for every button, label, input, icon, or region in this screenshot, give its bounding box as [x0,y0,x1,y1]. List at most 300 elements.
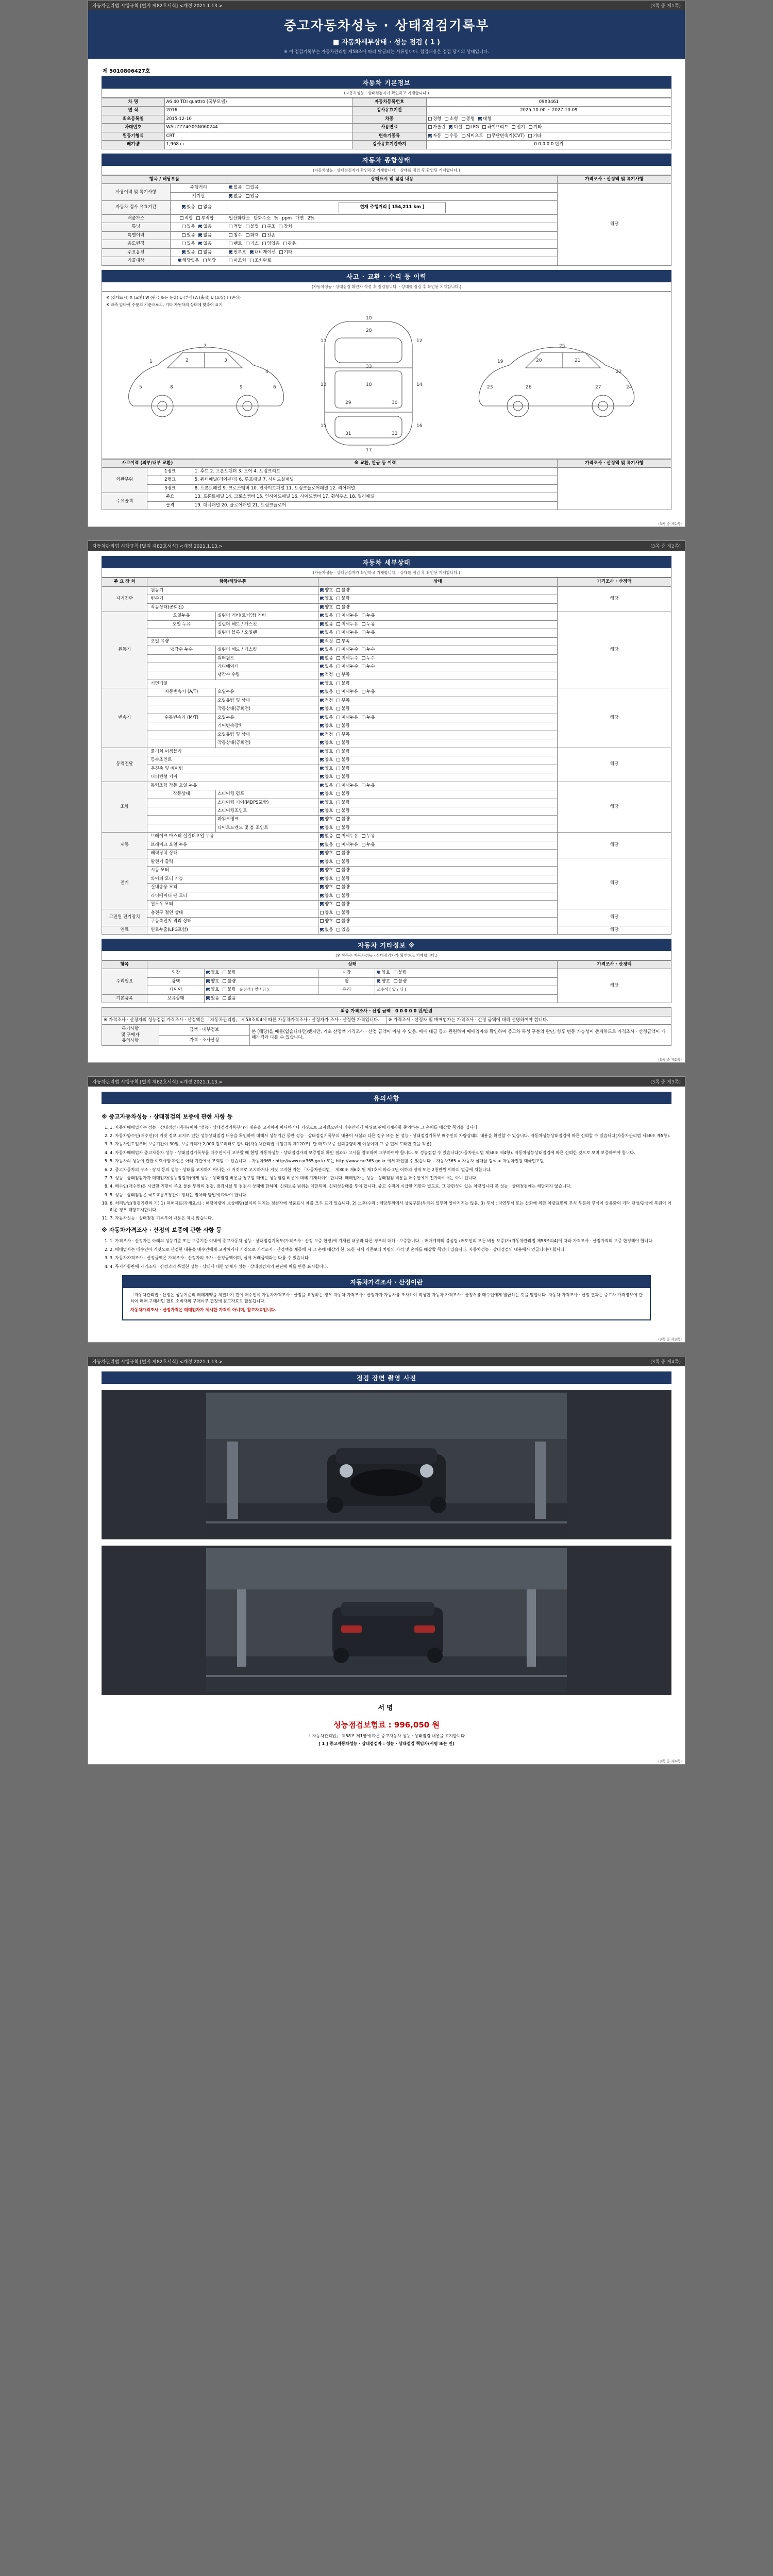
page3-topbar [88,1077,685,1087]
detail-status-cell[interactable] [318,816,557,824]
detail-table-body [102,586,671,934]
detail-status-cell[interactable] [318,646,557,654]
detail-status-cell[interactable] [318,603,557,612]
table-row [102,833,671,841]
status-option[interactable]: 불량 [337,749,349,755]
status-option[interactable]: 불량 [337,588,349,594]
others-row3-label2: 유리 [318,986,375,994]
detail-part-label: 자동변속기 (A/T) [147,688,216,697]
section-overall-note: (자동차성능 · 상태점검자가 확인하고 기재합니다. · 상태를 점검 후 확인된 기재합니다.) [102,166,671,175]
row-label-options: 주요옵션 [102,248,171,257]
frame-b-label: 골격 [147,501,193,510]
status-option[interactable]: 미세누수 [337,647,358,653]
accident-diagram [102,292,671,459]
form-legal-ref: 자동차관리법 시행규칙 [별지 제82호서식] <개정 2021.1.13.> [92,4,223,9]
notice-item: 3. 3. 자동차가격조사 · 산정금액은 가격조사 · 산정자의 조사 · 산정금액이며, 실제 거래금액과는 다를 수 있습니다. [110,1255,671,1261]
status-option[interactable]: 있음 [337,927,349,933]
detail-group-label: 제동 [102,833,147,858]
status-option[interactable]: 누유 [362,622,375,628]
declaration-title: 자동차가격조사 · 산정이란 [123,1276,650,1288]
notice-item: 8. 4. 매수인(매수인)은 시급한 기한이 주요 물론 부위의 점검, 점검시설 및 점검시 상태에 한하며, 신뢰보증 범위는 제한되며, 신뢰성상태를 부여 합니다. 중고 수리의 시급한 기한과 별도로, 그 관련성의 있는 차량입니다 본 성능 · 상태점검에는 해당되지 않습니다. [110,1183,671,1190]
status-option[interactable]: 누유 [362,689,375,695]
value-inspection-period: 2025-10-00 ~ 2027-10-09 [426,107,671,115]
status-option[interactable]: 불량 [337,800,349,806]
row-val-recall: 미조치 조치완료 [227,257,558,265]
detail-part-label: 작동상태 [147,790,216,799]
detail-part-label [147,697,216,705]
row-sub-usechange: 있음 없음 [170,240,227,248]
detail-subpart-label: 스티어링조인트 [215,807,318,815]
footer-note-2: [ 1 ] 중고자동차성능 · 상태점검자 : 성능 · 상태점검 책임자(서명 또는 인) [318,1741,455,1747]
detail-status-cell[interactable] [318,654,557,663]
detail-group-label: 원동기 [102,612,147,688]
declaration-body: 「자동차관리법 · 산정은 성능기준의 매매계약을 체결하기 전에 매수인이 자동차가격조사 · 산정을 요청하는 경우 자동차 가격조사 · 산정자가 자동차를 조사하여 작성한 자동차 가격조사 · 산정서를 매수인에게 발급하는 것을 말합니다. 자동차 가격조사 · 산정 결과는 중고차 가격정보에 관하여 매매 구매하던 필요 소비자의 구매여부 결정에 참고자료로 활용됩니다. [130,1292,643,1304]
row-sub-cluster: 계기판 [170,192,227,200]
detail-part-label: 실내송풍 모터 [147,884,318,892]
detail-status-cell[interactable] [318,867,557,875]
detail-status-cell[interactable] [318,824,557,832]
status-option[interactable]: 미세누유 [337,783,358,789]
status-option[interactable]: 불량 [337,876,349,882]
svg-text:23: 23 [487,384,493,390]
frame-label: 주요골격 [102,493,147,510]
status-option[interactable]: 불량 [337,919,349,924]
status-option[interactable]: 부족 [337,639,349,645]
section-others-title: 자동차 기타정보 ※ [102,939,671,951]
detail-status-cell[interactable] [318,739,557,748]
status-option[interactable]: 양호 [320,885,333,890]
status-option[interactable]: 양호 [320,723,333,729]
others-manual-opts: 있음 없음 [204,994,557,1003]
rank1-label: 1랭크 [147,467,193,476]
svg-text:26: 26 [526,384,532,390]
page-indicator-3: (3쪽 중 제3쪽) [650,1079,681,1085]
status-option[interactable]: 없음 [320,834,333,839]
status-option[interactable]: 불량 [337,885,349,890]
detail-status-cell[interactable] [318,595,557,603]
status-option[interactable]: 미세누유 [337,842,358,848]
notice-item: 11. 7. 자동차성능 · 상태점검 기록부의 내용은 제시 않습니다. [110,1215,671,1222]
page-3 [88,1076,685,1343]
status-option[interactable]: 미세누유 [337,613,358,619]
svg-text:16: 16 [416,423,423,429]
document-header [88,10,685,59]
status-option[interactable]: 양호 [320,605,333,611]
detail-status-cell[interactable] [318,909,557,917]
notice-item: 4. 4. 자동차매매업자 중고자동차 성능 · 상태점검기록부를 매수인에게 교부할 때 현행 자동차성능 · 상태점검자의 보증범위 확인 결과와 고시를 참조하여 교부하여야 합니다. 또 성능점검 수 있습니다(자동차관리법 제58조 제4항). 자동차성능상태점검에 따른 신뢰한 것으로 보며 보증하여야 합니다. [110,1150,671,1156]
detail-part-label [147,807,216,815]
page4-topbar [88,1357,685,1366]
row-label-usechange: 용도변경 [102,240,171,248]
status-option[interactable]: 미세누수 [337,664,358,670]
status-option[interactable]: 없음 [320,613,333,619]
label-engine-type: 원동기형식 [102,132,165,140]
status-option[interactable]: 불량 [337,791,349,797]
detail-part-label: 브레이크 오일 누유 [147,841,318,849]
diagram-legend-1: ※ (상태표시) X (교환) W (판금 또는 용접) C (부식) A (흠집) U (요철) T (손상) [106,295,241,300]
page2-footer: (3쪽 중 제2쪽) [658,1057,682,1062]
status-option[interactable]: 불량 [337,808,349,814]
status-option[interactable]: 적정 [320,639,333,645]
table-row [102,586,671,595]
others-row2-opts: 양호 불량 [204,977,318,986]
status-option[interactable]: 양호 [320,757,333,763]
row-sub-recall: 해당없음 해당 [170,257,227,265]
status-option[interactable]: 누유 [362,715,375,721]
status-option[interactable]: 불량 [337,757,349,763]
status-option[interactable]: 없음 [320,842,333,848]
status-option[interactable]: 부족 [337,732,349,738]
status-option[interactable]: 없음 [320,630,333,636]
signature-label: 서명 [378,1704,395,1713]
detail-status-cell[interactable] [318,892,557,900]
status-option[interactable]: 누수 [362,656,375,662]
status-option[interactable]: 양호 [320,825,333,831]
value-fuel: 가솔린 디젤 LPG 하이브리드 전기 기타 [426,124,671,132]
detail-status-cell[interactable] [318,926,557,934]
detail-col-1: 주 요 장 치 [102,578,147,586]
detail-status-cell[interactable] [318,586,557,595]
status-option[interactable]: 불량 [337,851,349,856]
table-row [102,782,671,790]
status-option[interactable]: 미세누수 [337,656,358,662]
detail-status-cell[interactable] [318,620,557,629]
status-option[interactable]: 누수 [362,664,375,670]
inspection-photo-front [102,1390,671,1539]
basic-info-table [102,98,671,149]
detail-subpart-label: 실린더 헤드 / 개스킷 [215,620,318,629]
status-option[interactable]: 양호 [320,596,333,602]
status-option[interactable]: 불량 [337,740,349,746]
detail-status-cell[interactable] [318,722,557,731]
row-label-special: 특별이력 [102,231,171,240]
price-breakdown-table [102,1025,671,1045]
notice-item: 3. 3. 자동차인도일부터 보증기간이 30일, 보증거리가 2,000 킬로미터로 합니다(자동차관리법 시행규칙 제120조). 단 매도(보증 신뢰불량하게 이상이며 그 중 먼저 도래한 것을 적용). [110,1141,671,1147]
detail-part-label: 작동상태(공회전) [147,603,318,612]
detail-price-note: 해당 [557,858,671,909]
status-option[interactable]: 양호 [320,800,333,806]
detail-part-label [147,629,216,637]
page4-topbar-left: 자동차관리법 시행규칙 [별지 제82호서식] <개정 2021.1.13.> [92,1360,223,1365]
status-option[interactable]: 부족 [337,672,349,678]
row-label-recall: 리콜대상 [102,257,171,265]
svg-text:31: 31 [345,431,351,436]
svg-text:3: 3 [224,358,227,363]
insurance-fee-line [102,1715,671,1732]
value-vehicle-type: 경형 소형 중형 대형 [426,115,671,123]
status-option[interactable]: 불량 [337,893,349,899]
status-option[interactable]: 없음 [320,656,333,662]
row-sub-special: 있음 없음 [170,231,227,240]
car-diagram-group [106,309,667,456]
status-option[interactable]: 불량 [337,596,349,602]
others-price-note: 해당 [557,969,671,1003]
status-option[interactable]: 미세누유 [337,715,358,721]
status-option[interactable]: 양호 [320,902,333,907]
detail-status-cell[interactable] [318,807,557,815]
overall-col-1: 항목 / 해당부품 [102,175,227,183]
row-val-odometer: 현재 주행거리 [ 154,211 km ] [227,201,558,214]
status-option[interactable]: 불량 [337,774,349,780]
final-price-title-text: 최종 가격조사 · 산정 금액 [340,1009,391,1014]
detail-part-label: 오일 유량 [147,637,318,646]
final-price-unit: 0 0 0 0 0 원/만원 [395,1009,433,1014]
label-fuel: 사용연료 [352,124,427,132]
detail-status-cell[interactable] [318,833,557,841]
detail-status-cell[interactable] [318,765,557,773]
status-option[interactable]: 양호 [320,876,333,882]
detail-status-cell[interactable] [318,799,557,807]
row-label-history: 사용이력 및 특기사항 [102,184,171,201]
page-indicator-4: (3쪽 중 제4쪽) [650,1360,681,1365]
status-option[interactable]: 없음 [320,664,333,670]
price-row2-label: 가격 · 조사산정 [159,1035,250,1045]
others-row3-opts: 양호 불량 운전석 ( 앞 / 뒤 ) [204,986,318,994]
page-2 [88,540,685,1062]
detail-price-note: 해당 [557,926,671,934]
status-option[interactable]: 없음 [320,715,333,721]
detail-status-cell[interactable] [318,782,557,790]
status-option[interactable]: 불량 [337,825,349,831]
status-option[interactable]: 양호 [320,791,333,797]
detail-part-label: 시동 모터 [147,867,318,875]
detail-part-label [147,705,216,714]
detail-status-cell[interactable] [318,663,557,671]
detail-subpart-label: 냉각수 수량 [215,671,318,680]
status-option[interactable]: 부족 [337,698,349,704]
status-option[interactable]: 양호 [320,774,333,780]
final-price-note-2: ※ 가격조사 · 산정자 및 매매업자는 가격조사 · 산정 금액에 대해 설명하여야 합니다. [386,1016,671,1024]
accident-parts-table [102,459,671,511]
row-val-options: 썬루프 내비게이션 기타 [227,248,558,257]
detail-part-label: 브레이크 마스터 실린더오일 누유 [147,833,318,841]
detail-status-cell[interactable] [318,850,557,858]
status-option[interactable]: 불량 [337,681,349,687]
svg-text:24: 24 [626,384,632,390]
detail-subpart-label: 기어변속장치 [215,722,318,731]
notice-list-2 [110,1238,671,1270]
detail-status-cell[interactable] [318,731,557,739]
detail-part-label [147,739,216,748]
detail-price-note: 해당 [557,833,671,858]
status-option[interactable]: 양호 [320,681,333,687]
row-val-mileage: 없음 있음 [227,184,558,192]
detail-group-label: 동력전달 [102,748,147,782]
status-option[interactable]: 양호 [320,749,333,755]
rank2-label: 2랭크 [147,476,193,484]
status-option[interactable]: 미세누유 [337,689,358,695]
status-option[interactable]: 불량 [337,902,349,907]
status-option[interactable]: 양호 [320,851,333,856]
row-sub-mileage: 주행거리 [170,184,227,192]
detail-status-cell[interactable] [318,714,557,722]
detail-status-cell[interactable] [318,671,557,680]
status-option[interactable]: 양호 [320,919,333,924]
row-label-inspection: 자동차 검사 유효기간 [102,201,171,214]
detail-status-cell[interactable] [318,884,557,892]
svg-text:12: 12 [416,338,423,344]
status-option[interactable]: 없음 [320,622,333,628]
detail-subpart-label: 실린더 블록 / 오일팬 [215,629,318,637]
detail-status-cell[interactable] [318,705,557,714]
notice-item: 2. 2. 자동차양수인(매수인)이 거짓 정보 고지로 인한 성능상태점검 내용을 확인하여 대해서 성능기간 동안 성능 · 상태점검기록부의 내용이 사실과 다른 경우 또는 본 성능 · 상태점검기록부 매수인의 차량상태의 내용을 확인할 수 있습니다. 자동차성능상태점검에 따른 신뢰할 수 있습니다(자동차관리법 제58조 제5항). [110,1133,671,1139]
row-val-usechange: 렌트 리스 영업용 관용 [227,240,558,248]
others-row2-opts2: 양호 불량 [375,977,558,986]
others-row1-opts2: 양호 불량 [375,969,558,977]
detail-status-cell[interactable] [318,901,557,909]
table-row [102,612,671,620]
table-row [102,858,671,866]
page1-topbar [88,1,685,10]
others-manual-label: 보유상태 [147,994,205,1003]
status-option[interactable]: 없음 [320,689,333,695]
label-inspection-period: 검사유효기간 [352,107,427,115]
status-option[interactable]: 양호 [320,588,333,594]
detail-status-cell[interactable] [318,688,557,697]
notice-heading-2: ※ 자동차가격조사 · 산정의 보증에 관한 사항 등 [102,1227,222,1234]
rank3-parts: 8. 프론트패널 9. 크로스멤버 10. 인사이드패널 11. 트렁크플로어패널 12. 리어패널 [193,484,557,493]
detail-group-label: 연료 [102,926,147,934]
status-option[interactable]: 양호 [320,706,333,712]
diagram-legend-2: ※ 좌측 앞바퀴 수분의 기준으로의, 기타 자동차의 상태에 맞추어 표기 [106,302,223,307]
detail-status-cell[interactable] [318,680,557,688]
status-option[interactable]: 미세누유 [337,630,358,636]
status-option[interactable]: 불량 [337,723,349,729]
page3-topbar-left: 자동차관리법 시행규칙 [별지 제82호서식] <개정 2021.1.13.> [92,1079,223,1085]
others-row2-label2: 휠 [318,977,375,986]
photos-title: 점검 장면 촬영 사진 [102,1371,671,1384]
detail-status-cell[interactable] [318,697,557,705]
status-option[interactable]: 양호 [320,808,333,814]
detail-status-cell[interactable] [318,756,557,765]
svg-text:8: 8 [170,384,173,390]
status-option[interactable]: 양호 [320,893,333,899]
status-option[interactable]: 양호 [320,910,333,916]
status-option[interactable]: 없음 [320,783,333,789]
status-option[interactable]: 누유 [362,834,375,839]
detail-status-cell[interactable] [318,841,557,849]
others-col-3: 가격조사 · 산정액 [557,961,671,969]
page4-footer: (3쪽 중 제4쪽) [658,1759,682,1764]
detail-part-label: 추진축 및 베어링 [147,765,318,773]
detail-group-label: 고전원 전기장치 [102,909,147,926]
detail-status-cell[interactable] [318,612,557,620]
detail-subpart-label: 작동상태(공회전) [215,739,318,748]
status-option[interactable]: 적정 [320,698,333,704]
svg-text:30: 30 [392,400,398,405]
page-1 [88,0,685,527]
detail-part-label: 냉각수 누수 [147,646,216,654]
detail-part-label [147,722,216,731]
others-row1-label2: 내장 [318,969,375,977]
notice-item: 9. 5. 성능 · 상태점검은 국토교통부장관이 정하는 절차와 방법에 따라야 합니다. [110,1192,671,1198]
svg-text:19: 19 [497,359,503,364]
detail-subpart-label: 오일유량 및 상태 [215,697,318,705]
detail-group-label: 전기 [102,858,147,909]
value-year: 2016 [164,107,352,115]
status-option[interactable]: 미세누유 [337,622,358,628]
detail-subpart-label: 오일누유 [215,688,318,697]
svg-text:32: 32 [392,431,398,436]
status-option[interactable]: 양호 [320,740,333,746]
status-option[interactable]: 불량 [337,859,349,865]
detail-status-cell[interactable] [318,748,557,756]
detail-status-cell[interactable] [318,858,557,866]
detail-part-label: 등속조인트 [147,756,318,765]
others-row1-label: 외장 [147,969,205,977]
detail-part-label: 윈도우 모터 [147,901,318,909]
status-option[interactable]: 없음 [320,927,333,933]
status-option[interactable]: 적정 [320,672,333,678]
status-option[interactable]: 양호 [320,859,333,865]
status-option[interactable]: 누유 [362,783,375,789]
inspection-photo-rear [102,1546,671,1695]
status-option[interactable]: 누수 [362,647,375,653]
status-option[interactable]: 불량 [337,868,349,873]
status-option[interactable]: 양호 [320,766,333,772]
status-option[interactable]: 없음 [320,647,333,653]
status-option[interactable]: 불량 [337,910,349,916]
notice-item: 1. 1. 가격조사 · 산정자는 아래의 성능기준 또는 보증기간 이내에 중고자동차 성능 · 상태점검기록부(가격조사 · 산정 보증 한정)에 기재된 내용과 다른 경우의 대해 · 보증합니다. - 매매계약의 불성립 (매도인의 모든 비용 보증)가(자동차관리법 제58조의4)에 따라 가격조사 · 산정가격의 보증 한정해야 합니다. [110,1238,671,1244]
photo-front-illustration [206,1393,567,1537]
svg-text:2: 2 [186,358,189,363]
section-others-note: (※ 항목은 자동차성능 · 상태점검자가 확인하고 기재합니다.) [102,951,671,960]
status-option[interactable]: 불량 [337,817,349,822]
others-row2-label: 광택 [147,977,205,986]
document-subtitle: ■ 자동차세부상태 · 성능 점검 ( 1 ) [333,39,440,46]
accident-legend-title: 사고이력 (외부/내부 교환) [102,459,193,467]
detail-part-label [147,799,216,807]
signature-area [102,1695,671,1715]
svg-text:6: 6 [273,384,276,390]
photo-rear-illustration [206,1548,567,1692]
detail-status-cell[interactable] [318,875,557,883]
detail-subpart-label: 타이로드엔드 및 볼 조인트 [215,824,318,832]
status-option[interactable]: 누유 [362,630,375,636]
status-option[interactable]: 양호 [320,817,333,822]
status-option[interactable]: 양호 [320,868,333,873]
label-regno: 자동차등록번호 [352,98,427,107]
detail-status-cell[interactable] [318,918,557,926]
price-breakdown-label: 특기사항 및 구매자 유의사항 [102,1025,159,1045]
detail-subpart-label: 스티어링 기어(MDPS포함) [215,799,318,807]
detail-status-cell[interactable] [318,790,557,799]
detail-status-cell[interactable] [318,773,557,782]
svg-text:1: 1 [149,359,153,364]
outer-panel-label: 외판부위 [102,467,147,493]
notice-item: 1. 1. 자동차매매업자는 성능 · 상태점검기록부(이하 "성능 · 상태점검기록부")의 내용을 고지하지 아니하거나 거짓으로 고지했으면서 매수인에게 허위로 판매기재사항 중의하는 그 손해를 배상할 책임을 집니다. [110,1125,671,1131]
others-table [102,960,671,1003]
detail-part-label: 클러치 어셈블리 [147,748,318,756]
overall-col-3: 가격조사 · 산정액 및 특기사항 [557,175,671,183]
status-option[interactable]: 적정 [320,732,333,738]
status-option[interactable]: 미세누유 [337,834,358,839]
others-repair-label: 수리필요 [102,969,147,994]
declaration-box [122,1275,651,1320]
section-accident-title: 사고 · 교환 · 수리 등 이력 [102,270,671,282]
status-option[interactable]: 불량 [337,766,349,772]
detail-status-cell[interactable] [318,629,557,637]
detail-status-cell[interactable] [318,637,557,646]
status-option[interactable]: 누유 [362,842,375,848]
row-sub-options: 있음 없음 [170,248,227,257]
svg-text:13: 13 [321,382,327,387]
status-option[interactable]: 누유 [362,613,375,619]
status-option[interactable]: 불량 [337,605,349,611]
detail-part-label: 라디에이터 팬 모터 [147,892,318,900]
section-detail-title: 자동차 세부상태 [102,556,671,568]
status-option[interactable]: 불량 [337,706,349,712]
